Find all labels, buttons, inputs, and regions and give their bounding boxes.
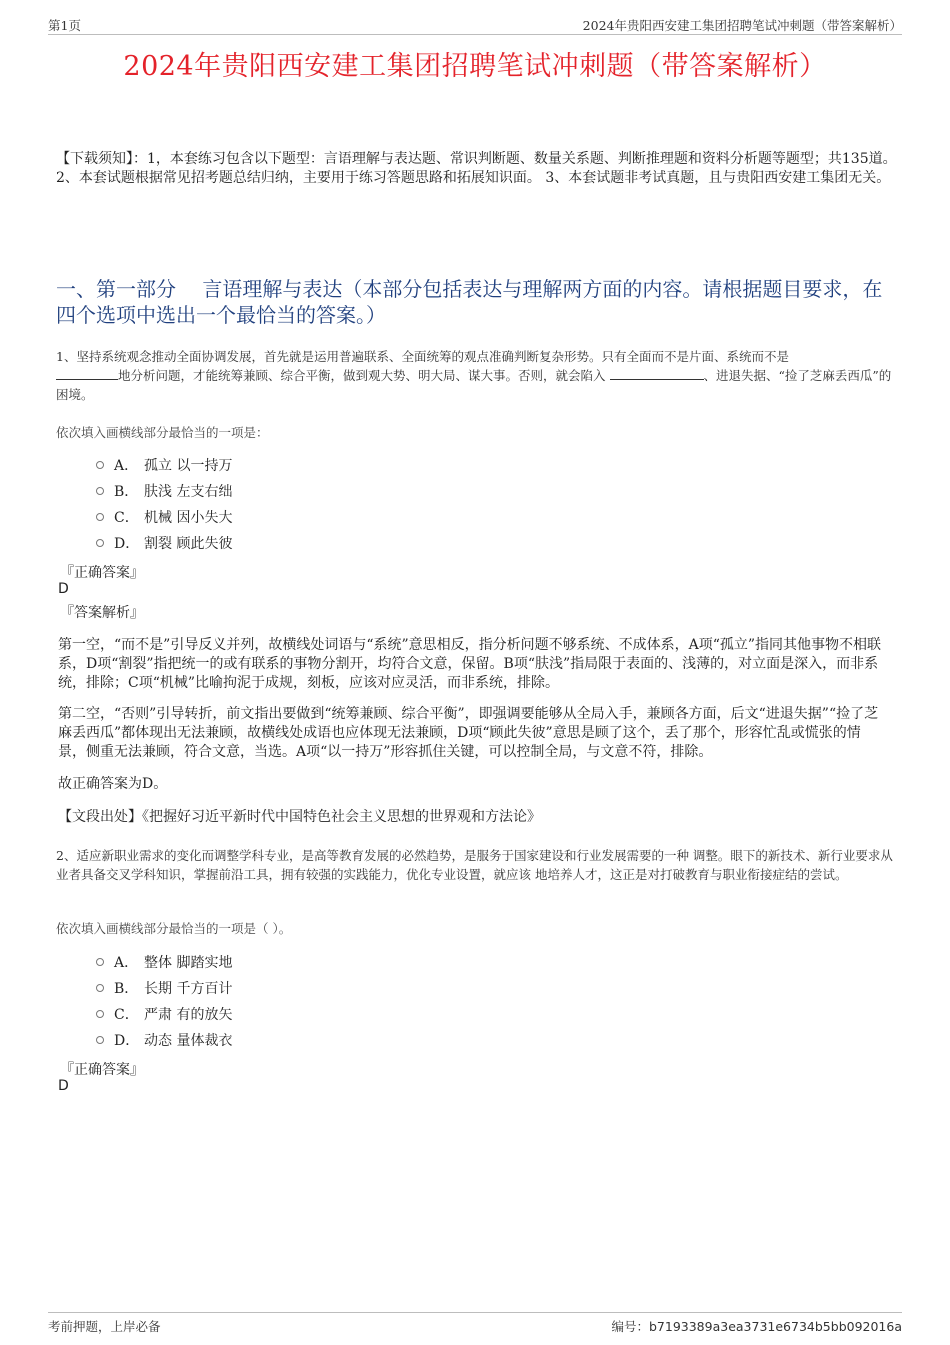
question-1-text-b: 地分析问题，才能统筹兼顾、综合平衡，做到观大势、明大局、谋大事。否则，就会陷入 xyxy=(118,368,606,383)
document-title: 2024年贵阳西安建工集团招聘笔试冲刺题（带答案解析） xyxy=(123,51,827,82)
question-2-answer-label: 『正确答案』 xyxy=(60,1062,144,1078)
download-notice: 【下载须知】：1，本套练习包含以下题型：言语理解与表达题、常识判断题、数量关系题、判断推理题和资料分析题等题型；共135道。 2、本套试题根据常见招考题总结归纳，主要用于练习答题思路和拓展知识面。 3、本套试题非考试真题，且与贵阳西安建工集团无关。 xyxy=(56,151,897,186)
question-2-text: 2、适应新职业需求的变化而调整学科专业，是高等教育发展的必然趋势，是服务于国家建设和行业发展需要的一种 调整。眼下的新技术、新行业要求从业者具备交叉学科知识，掌握前沿工具，拥有较强的实践能力，优化专业设置，就应该 地培养人才，这正是对打破教育与职业衔接症结的尝试。 xyxy=(56,848,893,882)
radio-icon[interactable] xyxy=(96,958,104,966)
footer-slogan: 考前押题，上岸必备 xyxy=(48,1319,161,1334)
document-code: b7193389a3ea3731e6734b5bb092016a xyxy=(648,1319,902,1334)
question-2-option-b[interactable]: B． 长期 千方百计 xyxy=(96,975,232,1001)
question-1-option-d[interactable]: D． 割裂 顾此失彼 xyxy=(96,530,232,556)
page-footer xyxy=(48,1312,902,1335)
question-1-source: 【文段出处】《把握好习近平新时代中国特色社会主义思想的世界观和方法论》 xyxy=(58,809,541,825)
footer-code: 编号：b7193389a3ea3731e6734b5bb092016a xyxy=(611,1319,902,1334)
section-heading: 一、第一部分 言语理解与表达（本部分包括表达与理解两方面的内容。请根据题目要求，在四个选项中选出一个最恰当的答案。） xyxy=(56,277,883,327)
question-1-blank-2 xyxy=(610,367,704,380)
question-1-blank-1 xyxy=(56,367,118,380)
question-1-options xyxy=(96,452,232,556)
question-2-option-c[interactable]: C． 严肃 有的放矢 xyxy=(96,1001,232,1027)
radio-icon[interactable] xyxy=(96,1010,104,1018)
question-2-option-d[interactable]: D． 动态 量体裁衣 xyxy=(96,1027,232,1053)
question-2-option-a[interactable]: A． 整体 脚踏实地 xyxy=(96,949,232,975)
question-2-instruction: 依次填入画横线部分最恰当的一项是（ ）。 xyxy=(56,921,292,936)
question-1-text-a: 1、坚持系统观念推动全面协调发展，首先就是运用普遍联系、全面统筹的观点准确判断复杂形势。只有全面而不是片面、系统而不是 xyxy=(56,349,789,364)
question-2-answer: D xyxy=(58,1078,69,1094)
question-1-conclusion: 故正确答案为D。 xyxy=(58,776,168,792)
radio-icon[interactable] xyxy=(96,1036,104,1044)
question-1-instruction: 依次填入画横线部分最恰当的一项是： xyxy=(56,425,269,440)
question-1-answer-label: 『正确答案』 xyxy=(60,565,144,581)
question-1-option-c[interactable]: C． 机械 因小失大 xyxy=(96,504,232,530)
question-2-options xyxy=(96,949,232,1053)
question-1-option-a[interactable]: A． 孤立 以一持万 xyxy=(96,452,232,478)
radio-icon[interactable] xyxy=(96,539,104,547)
question-1-analysis-1: 第一空，“而不是”引导反义并列，故横线处词语与“系统”意思相反，指分析问题不够系统、不成体系，A项“孤立”指同其他事物不相联系，D项“割裂”指把统一的或有联系的事物分割开，均符合文意，保留。B项“肤浅”指局限于表面的、浅薄的，对立面是深入，而非系统，排除；C项“机械”比喻拘泥于成规，刻板，应该对应灵活，而非系统，排除。 xyxy=(58,637,882,691)
page-number: 第1页 xyxy=(48,18,81,33)
question-1-answer: D xyxy=(58,581,69,597)
radio-icon[interactable] xyxy=(96,513,104,521)
page-header xyxy=(48,14,902,35)
radio-icon[interactable] xyxy=(96,984,104,992)
question-1-option-b[interactable]: B． 肤浅 左支右绌 xyxy=(96,478,232,504)
header-doc-title: 2024年贵阳西安建工集团招聘笔试冲刺题（带答案解析） xyxy=(582,18,902,33)
question-1-analysis-2: 第二空，“否则”引导转折，前文指出要做到“统筹兼顾、综合平衡”，即强调要能够从全局入手，兼顾各方面，后文“进退失据”“捡了芝麻丢西瓜”都体现出无法兼顾，故横线处成语也应体现无法兼顾，D项“顾此失彼”意思是顾了这个，丢了那个，形容忙乱或慌张的情景，侧重无法兼顾，符合文意，当选。A项“以一持万”形容抓住关键，可以控制全局，与文意不符，排除。 xyxy=(58,706,879,760)
question-1-text-c: 、进退失据、“捡了芝麻丢西瓜”的困境。 xyxy=(56,368,892,402)
radio-icon[interactable] xyxy=(96,461,104,469)
question-1-text xyxy=(56,347,898,404)
radio-icon[interactable] xyxy=(96,487,104,495)
question-1-analysis-label: 『答案解析』 xyxy=(60,605,144,621)
